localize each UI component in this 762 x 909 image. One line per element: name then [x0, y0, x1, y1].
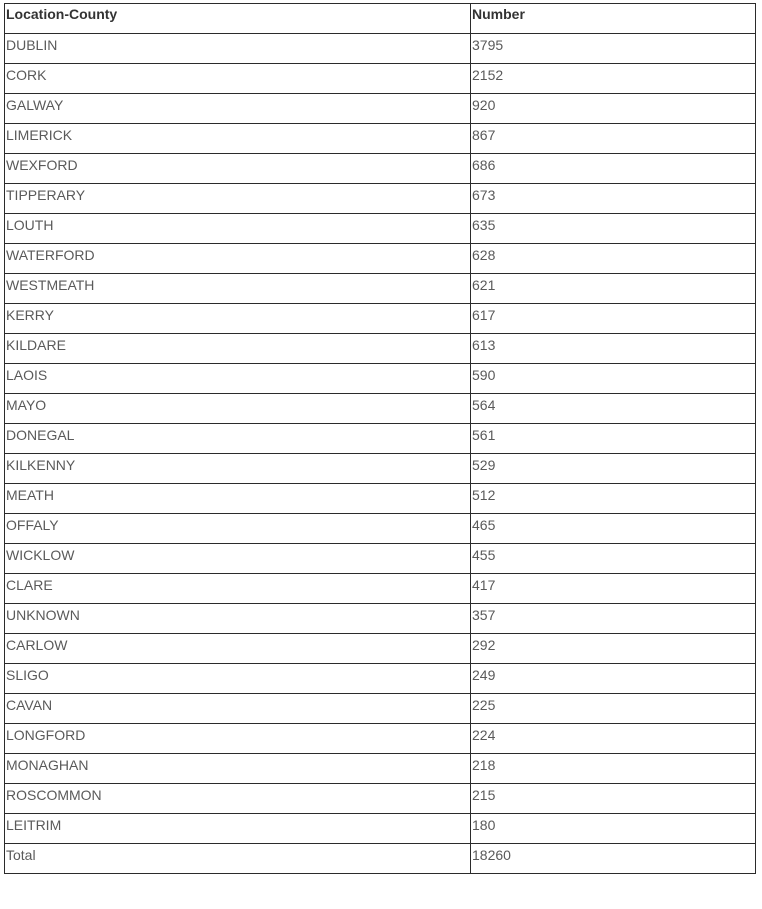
- table-row: [5, 214, 756, 244]
- table-row: [5, 94, 756, 124]
- table-row: [5, 574, 756, 604]
- county-cell: LONGFORD: [5, 724, 471, 754]
- table-row: [5, 454, 756, 484]
- number-cell: 2152: [471, 64, 756, 94]
- table-row: [5, 64, 756, 94]
- number-cell: 18260: [471, 844, 756, 874]
- number-cell: 529: [471, 454, 756, 484]
- county-count-table: [4, 3, 756, 874]
- number-cell: 218: [471, 754, 756, 784]
- number-cell: 3795: [471, 34, 756, 64]
- number-cell: 561: [471, 424, 756, 454]
- table-row: [5, 634, 756, 664]
- county-cell: OFFALY: [5, 514, 471, 544]
- county-cell: ROSCOMMON: [5, 784, 471, 814]
- table-row: [5, 664, 756, 694]
- county-cell: LAOIS: [5, 364, 471, 394]
- county-cell: Total: [5, 844, 471, 874]
- table-row: [5, 754, 756, 784]
- table-row: [5, 784, 756, 814]
- county-cell: DUBLIN: [5, 34, 471, 64]
- county-cell: MAYO: [5, 394, 471, 424]
- county-cell: CARLOW: [5, 634, 471, 664]
- table-row: [5, 814, 756, 844]
- number-cell: 628: [471, 244, 756, 274]
- county-cell: WEXFORD: [5, 154, 471, 184]
- table-row: [5, 724, 756, 754]
- county-cell: UNKNOWN: [5, 604, 471, 634]
- table-row: [5, 544, 756, 574]
- county-cell: WESTMEATH: [5, 274, 471, 304]
- county-cell: CAVAN: [5, 694, 471, 724]
- number-cell: 512: [471, 484, 756, 514]
- number-cell: 180: [471, 814, 756, 844]
- table-row: [5, 484, 756, 514]
- table-row: [5, 334, 756, 364]
- table-row: [5, 124, 756, 154]
- table-row: [5, 694, 756, 724]
- number-cell: 225: [471, 694, 756, 724]
- table-row: [5, 184, 756, 214]
- number-cell: 249: [471, 664, 756, 694]
- number-cell: 224: [471, 724, 756, 754]
- table-row: [5, 244, 756, 274]
- county-cell: KILKENNY: [5, 454, 471, 484]
- number-cell: 215: [471, 784, 756, 814]
- county-cell: MEATH: [5, 484, 471, 514]
- table-body: [5, 34, 756, 874]
- number-cell: 417: [471, 574, 756, 604]
- table-row: [5, 154, 756, 184]
- header-number: Number: [471, 4, 756, 34]
- county-cell: DONEGAL: [5, 424, 471, 454]
- county-cell: LIMERICK: [5, 124, 471, 154]
- county-cell: WATERFORD: [5, 244, 471, 274]
- table-header: [5, 4, 756, 34]
- county-cell: LEITRIM: [5, 814, 471, 844]
- table-row: [5, 304, 756, 334]
- number-cell: 292: [471, 634, 756, 664]
- number-cell: 621: [471, 274, 756, 304]
- number-cell: 357: [471, 604, 756, 634]
- number-cell: 635: [471, 214, 756, 244]
- county-cell: KERRY: [5, 304, 471, 334]
- number-cell: 613: [471, 334, 756, 364]
- number-cell: 590: [471, 364, 756, 394]
- county-cell: CLARE: [5, 574, 471, 604]
- number-cell: 617: [471, 304, 756, 334]
- county-cell: WICKLOW: [5, 544, 471, 574]
- number-cell: 465: [471, 514, 756, 544]
- header-row: [5, 4, 756, 34]
- number-cell: 673: [471, 184, 756, 214]
- table-row: [5, 274, 756, 304]
- number-cell: 455: [471, 544, 756, 574]
- table-row: [5, 514, 756, 544]
- table-row: [5, 394, 756, 424]
- table-row: [5, 424, 756, 454]
- county-cell: GALWAY: [5, 94, 471, 124]
- table-row: [5, 34, 756, 64]
- header-location-county: Location-County: [5, 4, 471, 34]
- county-cell: KILDARE: [5, 334, 471, 364]
- table-row: [5, 604, 756, 634]
- number-cell: 564: [471, 394, 756, 424]
- total-row: [5, 844, 756, 874]
- county-cell: SLIGO: [5, 664, 471, 694]
- county-cell: MONAGHAN: [5, 754, 471, 784]
- number-cell: 920: [471, 94, 756, 124]
- county-cell: LOUTH: [5, 214, 471, 244]
- county-cell: TIPPERARY: [5, 184, 471, 214]
- number-cell: 686: [471, 154, 756, 184]
- table-row: [5, 364, 756, 394]
- number-cell: 867: [471, 124, 756, 154]
- county-cell: CORK: [5, 64, 471, 94]
